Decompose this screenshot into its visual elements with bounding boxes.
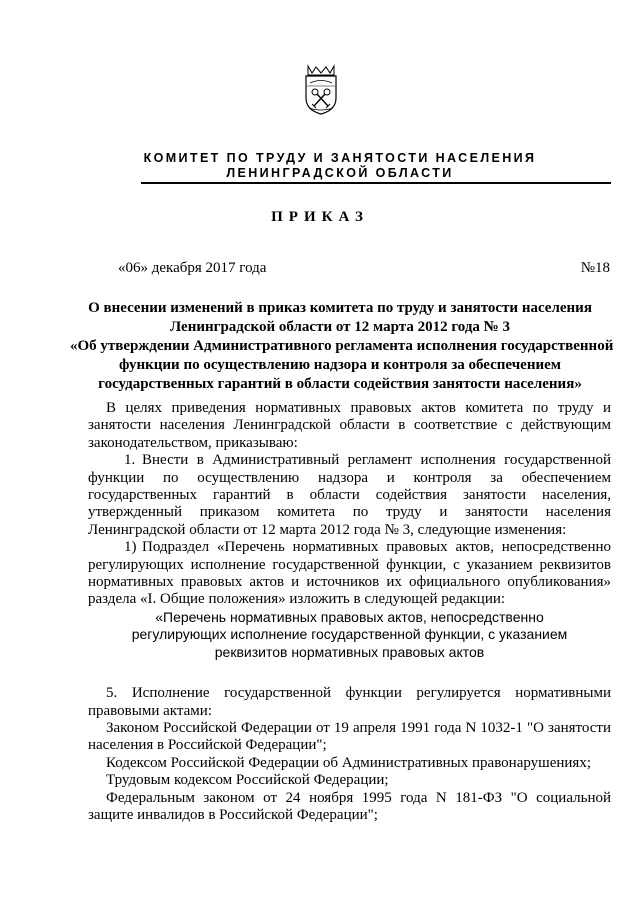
- law-item: Законом Российской Федерации от 19 апреля 1991 года N 1032-1 "О занятости населения в Российской Федерации";: [88, 719, 611, 754]
- subitem-1-text: Подраздел «Перечень нормативных правовых актов, непосредственно регулирующих исполнение государственной функции, с указанием реквизитов нормативных правовых актов и источников их официального опубликования» раздела «I. Общие положения» изложить в следующей редакции:: [88, 539, 611, 608]
- header-divider: [141, 182, 611, 184]
- document-type-title: ПРИКАЗ: [271, 209, 369, 225]
- coat-of-arms-emblem: [304, 64, 338, 116]
- heading-line: Ленинградской области от 12 марта 2012 года № 3: [169, 319, 510, 335]
- law-item: Трудовым кодексом Российской Федерации;: [106, 772, 389, 789]
- heading-line: государственных гарантий в области содействия занятости населения»: [98, 376, 582, 392]
- order-body: [88, 400, 611, 824]
- item-1-number: 1.: [124, 452, 136, 469]
- intro-paragraph: В целях приведения нормативных правовых актов комитета по труду и занятости населения Ленинградской области в соответствие с действующим законодательством, приказываю:: [88, 400, 611, 451]
- heading-line: функции по осуществлению надзора и контроля за обеспечением: [118, 357, 561, 373]
- organization-name-line2: ЛЕНИНГРАДСКОЙ ОБЛАСТИ: [226, 166, 454, 180]
- subitem-1-number: 1): [124, 539, 137, 556]
- paragraph-5: 5. Исполнение государственной функции регулируется нормативными правовыми актами:: [88, 685, 611, 719]
- heading-line: «Об утверждении Административного регламента исполнения государственной: [70, 338, 614, 354]
- quoted-subheading-line: реквизитов нормативных правовых актов: [214, 643, 485, 660]
- spacer: [88, 661, 611, 685]
- item-1-paragraph: [88, 452, 611, 539]
- organization-name-line1: КОМИТЕТ ПО ТРУДУ И ЗАНЯТОСТИ НАСЕЛЕНИЯ: [143, 151, 537, 165]
- heading-line: О внесении изменений в приказ комитета по труду и занятости населения: [88, 300, 592, 316]
- order-heading: [70, 299, 614, 394]
- quoted-subheading-line: регулирующих исполнение государственной функции, с указанием: [131, 626, 568, 643]
- order-date: «06» декабря 2017 года: [118, 260, 267, 276]
- law-item: Кодексом Российской Федерации об Административных правонарушениях;: [106, 754, 591, 771]
- item-1-text: Внести в Административный регламент исполнения государственной функции по осуществлению надзора и контроля за обеспечением государственных гарантий в области содействия занятости населения, утвержденный приказом комитета по труду и занятости населения Ленинградской области от 12 марта 2012 года № 3, следующие изменения:: [88, 452, 611, 538]
- order-number: №18: [580, 260, 610, 276]
- subitem-1-paragraph: [88, 539, 611, 609]
- law-item: Федеральным законом от 24 ноября 1995 года N 181-ФЗ "О социальной защите инвалидов в Российской Федерации";: [88, 789, 611, 823]
- quoted-subheading-line: «Перечень нормативных правовых актов, непосредственно: [155, 608, 544, 625]
- date-number-row: [118, 260, 610, 280]
